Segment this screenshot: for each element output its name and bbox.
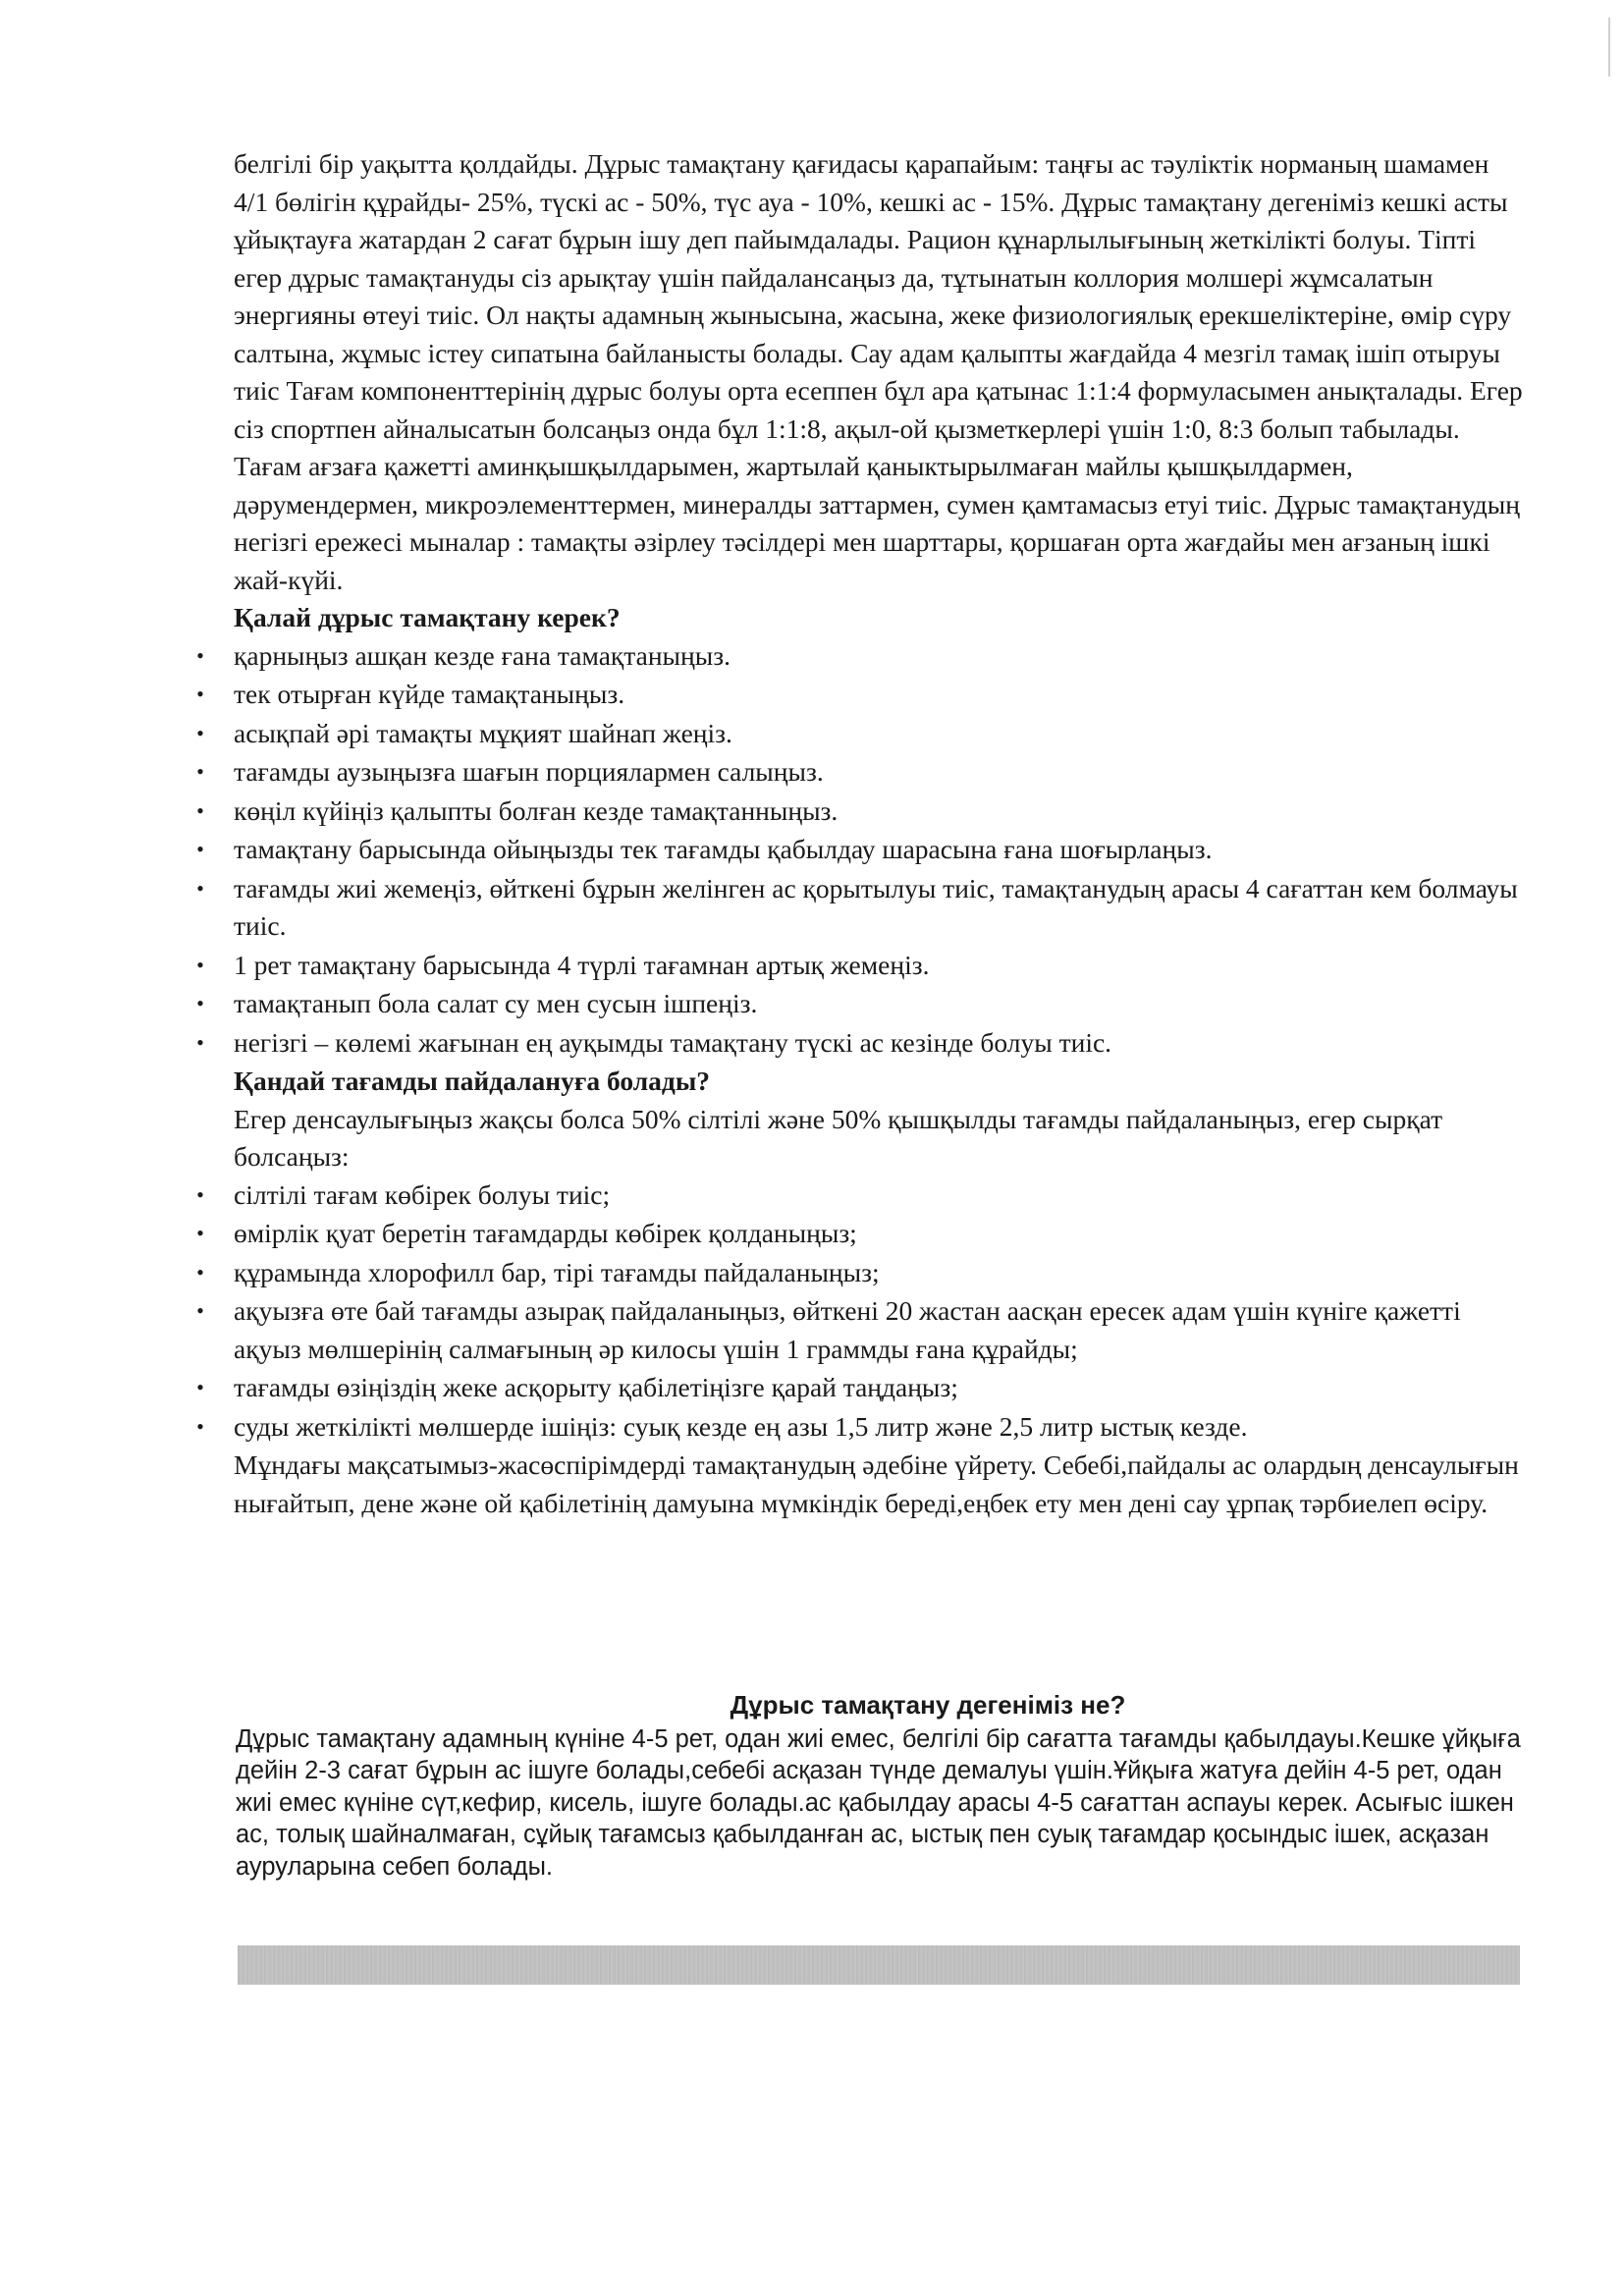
list-item: • тамақтанып бола салат су мен сусын ішпеңіз.: [234, 985, 1530, 1023]
list-item: • асықпай әрі тамақты мұқият шайнап жеңіз.: [234, 715, 1530, 753]
list-item: • тағамды аузыңызға шағын порциялармен салыңыз.: [234, 753, 1530, 792]
bullet-icon: •: [196, 720, 204, 745]
list-item: • өмірлік қуат беретін тағамдарды көбірек қолданыңыз;: [234, 1215, 1530, 1253]
section2-intro: Егер денсаулығыңыз жақсы болса 50% сілтілі және 50% қышқылды тағамды пайдаланыңыз, егер сырқат болсаңыз:: [234, 1103, 1443, 1172]
which-food-list: [196, 1176, 1530, 1447]
bullet-icon: •: [196, 875, 204, 901]
bullet-icon: •: [196, 1413, 204, 1439]
definition-title: Дұрыс тамақтану дегеніміз не?: [730, 1690, 1126, 1720]
list-item: • көңіл күйіңіз қалыпты болған кезде тамақтанныңыз.: [234, 793, 1530, 831]
intro-paragraph: белгілі бір уақытта қолдайды. Дұрыс тамақтану қағидасы қарапайым: таңғы ас тәуліктік норманың шамамен 4/1 бөлігін құрайды- 25%, түскі ас - 50%, түс ауа - 10%, кешкі ас - 15%. Дұрыс тамақтану дегеніміз кешкі асты ұйықтауға жатардан 2 сағат бұрын ішу деп пайымдалады. Рацион құнарлылығының жеткілікті болуы. Тіпті егер дұрыс тамақтануды сіз арықтау үшін пайдалансаңыз да, тұтынатын коллория молшері жұмсалатын энергияны өтеуі тиіс. Ол нақты адамның жынысына, жасына, жеке физиологиялық ерекшеліктеріне, өмір сүру салтына, жұмыс істеу сипатына байланысты болады. Сау адам қалыпты жағдайда 4 мезгіл тамақ ішіп отыруы тиіс Тағам компоненттерінің дұрыс болуы орта есеппен бұл ара қатынас 1:1:4 формуласымен анықталады. Егер сіз спортпен айналысатын болсаңыз онда бұл 1:1:8, ақыл-ой қызметкерлері үшін 1:0, 8:3 болып табылады. Тағам ағзаға қажетті аминқышқылдарымен, жартылай қаныктырылмаған майлы қышқылдармен, дәрумендермен, микроэлементтермен, минералды заттармен, сумен қамтамасыз етуі тиіс. Дұрыс тамақтанудың негізгі ережесі мыналар : тамақты әзірлеу тәсілдері мен шарттары, қоршаған орта жағдайы мен ағзаның ішкі жай-күйі.: [234, 148, 1523, 595]
list-item: • тағамды жиі жемеңіз, өйткені бұрын желінген ас қорытылуы тиіс, тамақтанудың арасы 4 сағаттан кем болмауы тиіс.: [234, 870, 1530, 946]
list-item: • 1 рет тамақтану барысында 4 түрлі тағамнан артық жемеңіз.: [234, 947, 1530, 985]
list-item: • сілтілі тағам көбірек болуы тиіс;: [234, 1176, 1530, 1215]
bullet-icon: •: [196, 1298, 204, 1323]
bullet-icon: •: [196, 837, 204, 861]
section-heading-which-food: Қандай тағамды пайдалануға болады?: [234, 1066, 711, 1096]
list-item: • негізгі – көлемі жағынан ең ауқымды тамақтану түскі ас кезінде болуы тиіс.: [234, 1024, 1530, 1063]
bullet-icon: •: [196, 952, 204, 977]
definition-paragraph: Дұрыс тамақтану адамның күніне 4-5 рет, одан жиі емес, белгілі бір сағатта тағамды қабылдауы.Кешке ұйқыға дейін 2-3 сағат бұрын ас ішуге болады,себебі асқазан түнде демалуы үшін.Ұйқыға жатуға дейін 4-5 рет, одан жиі емес күніне сүт,кефир, кисель, ішуге болады.ас қабылдау арасы 4-5 сағаттан аспауы керек. Асығыс ішкен ас, толық шайналмаған, сұйық тағамсыз қабылданған ас, ыстық пен суық тағамдар қосындыс ішек, асқазан ауруларына себеп болады.: [236, 1724, 1521, 1881]
bullet-icon: •: [196, 991, 204, 1015]
section2-closing: Мұндағы мақсатымыз-жасөспірімдерді тамақтанудың әдебіне үйрету. Себебі,пайдалы ас олардың денсаулығын нығайтып, дене және ой қабілетінің дамуына мүмкіндік береді,еңбек ету мен дені сау ұрпақ тәрбиелеп өсіру.: [234, 1449, 1519, 1518]
bullet-icon: •: [196, 1181, 204, 1207]
bullet-icon: •: [196, 682, 204, 706]
list-item: • тамақтану барысында ойыңызды тек тағамды қабылдау шарасына ғана шоғырлаңыз.: [234, 831, 1530, 869]
section-heading-how-to-eat: Қалай дұрыс тамақтану керек?: [234, 602, 621, 632]
bullet-icon: •: [196, 642, 204, 668]
list-item: • суды жеткілікті мөлшерде ішіңіз: суық кезде ең азы 1,5 литр және 2,5 литр ыстық кезде.: [234, 1408, 1530, 1447]
main-text-block: [196, 145, 1530, 1522]
bullet-icon: •: [196, 797, 204, 823]
list-item: • ақуызға өте бай тағамды азырақ пайдаланыңыз, өйткені 20 жастан аасқан ересек адам үшін күніге қажетті ақуыз мөлшерінің салмағының әр килосы үшін 1 граммды ғана құрайды;: [234, 1292, 1530, 1368]
bullet-icon: •: [196, 1029, 204, 1055]
bullet-icon: •: [196, 1259, 204, 1285]
gray-scan-band: [238, 1945, 1520, 1985]
list-item: • қарныңыз ашқан кезде ғана тамақтаныңыз.: [234, 637, 1530, 676]
bullet-icon: •: [196, 1221, 204, 1245]
how-to-eat-list: [196, 637, 1530, 1063]
definition-block: [236, 1689, 1542, 1883]
bullet-icon: •: [196, 1375, 204, 1399]
list-item: • тек отырған күйде тамақтаныңыз.: [234, 676, 1530, 714]
scan-edge-mark: [1608, 18, 1610, 77]
list-item: • құрамында хлорофилл бар, тірі тағамды пайдаланыңыз;: [234, 1254, 1530, 1292]
list-item: • тағамды өзіңіздің жеке асқорыту қабілетіңізге қарай таңдаңыз;: [234, 1369, 1530, 1407]
bullet-icon: •: [196, 759, 204, 784]
